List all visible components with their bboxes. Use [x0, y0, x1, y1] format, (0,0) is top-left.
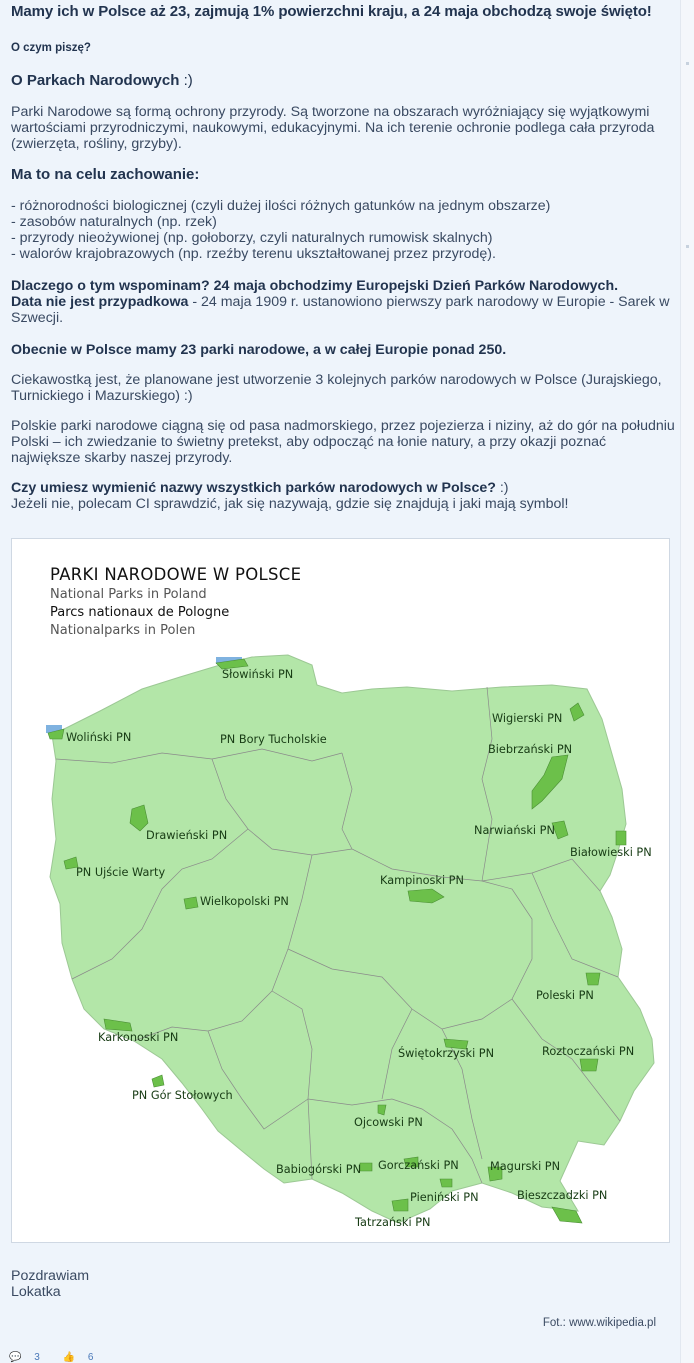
question-bold: Czy umiesz wymienić nazwy wszystkich parków narodowych w Polsce? — [11, 480, 496, 496]
park-label: PN Ujście Warty — [76, 866, 166, 879]
scroll-marker — [686, 245, 689, 248]
park-label: Poleski PN — [536, 989, 594, 1002]
park-label: Świętokrzyski PN — [398, 1047, 495, 1060]
paragraph-why — [11, 278, 675, 326]
park-label: Biebrzański PN — [488, 743, 573, 756]
park-label: Narwiański PN — [474, 824, 555, 837]
thumbs-up-icon: 👍 — [62, 1352, 76, 1363]
section-title-parks — [11, 72, 193, 89]
paragraph-locations: Polskie parki narodowe ciągną się od pasa nadmorskiego, przez pojezierza i niziny, aż do gór na południu Polski – ich zwiedzanie to świetny pretekst, aby odpocząć na łonie natury, a przy okazji poznać największe skarby naszej przyrody. — [11, 418, 675, 466]
map-graphic — [12, 539, 669, 1242]
park-label: Ojcowski PN — [354, 1116, 423, 1129]
paragraph-question — [11, 480, 675, 512]
why-bold-1: Dlaczego o tym wspominam? 24 maja obchodzimy Europejski Dzień Parków Narodowych. — [11, 278, 619, 294]
park-label: Pieniński PN — [410, 1191, 479, 1204]
post-headline: Mamy ich w Polsce aż 23, zajmują 1% powierzchni kraju, a 24 maja obchodzą swoje święto! — [11, 3, 652, 20]
list-item: - różnorodności biologicznej (czyli dużej ilości różnych gatunków na jednym obszarze) — [11, 198, 551, 214]
post-reactions — [9, 1352, 113, 1363]
park-label: Kampinoski PN — [380, 874, 464, 887]
question-smiley: :) — [495, 480, 509, 496]
count-bold: Obecnie w Polsce mamy 23 parki narodowe, a w całej Europie ponad 250. — [11, 342, 507, 358]
park-label: Tatrzański PN — [355, 1216, 431, 1229]
section-title-text: O Parkach Narodowych — [11, 72, 180, 89]
why-rest: - 24 maja 1909 r. ustanowiono pierwszy park narodowy w Europie - Sarek w Szwecji. — [11, 294, 670, 326]
map-title-en: National Parks in Poland — [50, 587, 207, 602]
goals-list — [11, 198, 675, 262]
comments-button[interactable] — [9, 1352, 50, 1363]
photo-credit: Fot.: www.wikipedia.pl — [542, 1317, 656, 1329]
signoff-author: Lokatka — [11, 1284, 61, 1300]
map-title: PARKI NARODOWE W POLSCE — [50, 565, 302, 584]
park-label: Bieszczadzki PN — [517, 1189, 608, 1202]
comments-count: 3 — [34, 1352, 40, 1363]
signoff — [11, 1268, 89, 1300]
list-item: - walorów krajobrazowych (np. rzeźby terenu ukształtowanej przez przyrodę). — [11, 246, 496, 262]
poland-land — [50, 655, 654, 1223]
scroll-marker — [686, 62, 689, 65]
park-label: Białowieski PN — [570, 846, 652, 859]
post-subhead: O czym piszę? — [11, 42, 91, 54]
question-line2: Jeżeli nie, polecam CI sprawdzić, jak się nazywają, gdzie się znajdują i jaki mają symbol! — [11, 496, 569, 512]
map-title-fr: Parcs nationaux de Pologne — [50, 605, 230, 620]
signoff-greeting: Pozdrawiam — [11, 1268, 90, 1284]
park-label: PN Bory Tucholskie — [220, 733, 327, 746]
park-label: Woliński PN — [66, 731, 132, 744]
section-title-goals: Ma to na celu zachowanie: — [11, 166, 200, 183]
likes-count: 6 — [87, 1352, 94, 1363]
park-label: Roztoczański PN — [542, 1045, 635, 1058]
paragraph-planned: Ciekawostką jest, że planowane jest utworzenie 3 kolejnych parków narodowych w Polsce (Jurajskiego, Turnickiego i Mazurskiego) :) — [11, 372, 662, 404]
park-label: Magurski PN — [490, 1160, 561, 1173]
list-item: - przyrody nieożywionej (np. gołoborzy, czyli naturalnych rumowisk skalnych) — [11, 230, 493, 246]
park-label: PN Gór Stołowych — [132, 1089, 233, 1102]
paragraph-definition: Parki Narodowe są formą ochrony przyrody. Są tworzone na obszarach wyróżniający się wyjątkowymi wartościami przyrodniczymi, naukowymi, edukacyjnymi. Na ich terenie ochronie podlega cała przyroda (zwierzęta, rośliny, grzyby). — [11, 104, 655, 152]
park-label: Wigierski PN — [492, 712, 563, 725]
park-label: Słowiński PN — [222, 668, 294, 681]
park-label: Karkonoski PN — [98, 1031, 179, 1044]
park-label: Drawieński PN — [146, 829, 228, 842]
poland-parks-map[interactable] — [11, 538, 670, 1243]
paragraph-count — [11, 342, 675, 358]
park-label: Babiogórski PN — [276, 1163, 362, 1176]
comment-icon: 💬 — [9, 1352, 22, 1363]
like-button[interactable] — [63, 1352, 104, 1363]
scrollbar[interactable] — [680, 0, 694, 1363]
smiley-text: :) — [183, 72, 193, 89]
list-item: - zasobów naturalnych (np. rzek) — [11, 214, 217, 230]
why-bold-2: Data nie jest przypadkowa — [11, 294, 189, 310]
map-title-de: Nationalparks in Polen — [50, 623, 196, 638]
park-label: Gorczański PN — [378, 1159, 459, 1172]
park-label: Wielkopolski PN — [200, 895, 289, 908]
